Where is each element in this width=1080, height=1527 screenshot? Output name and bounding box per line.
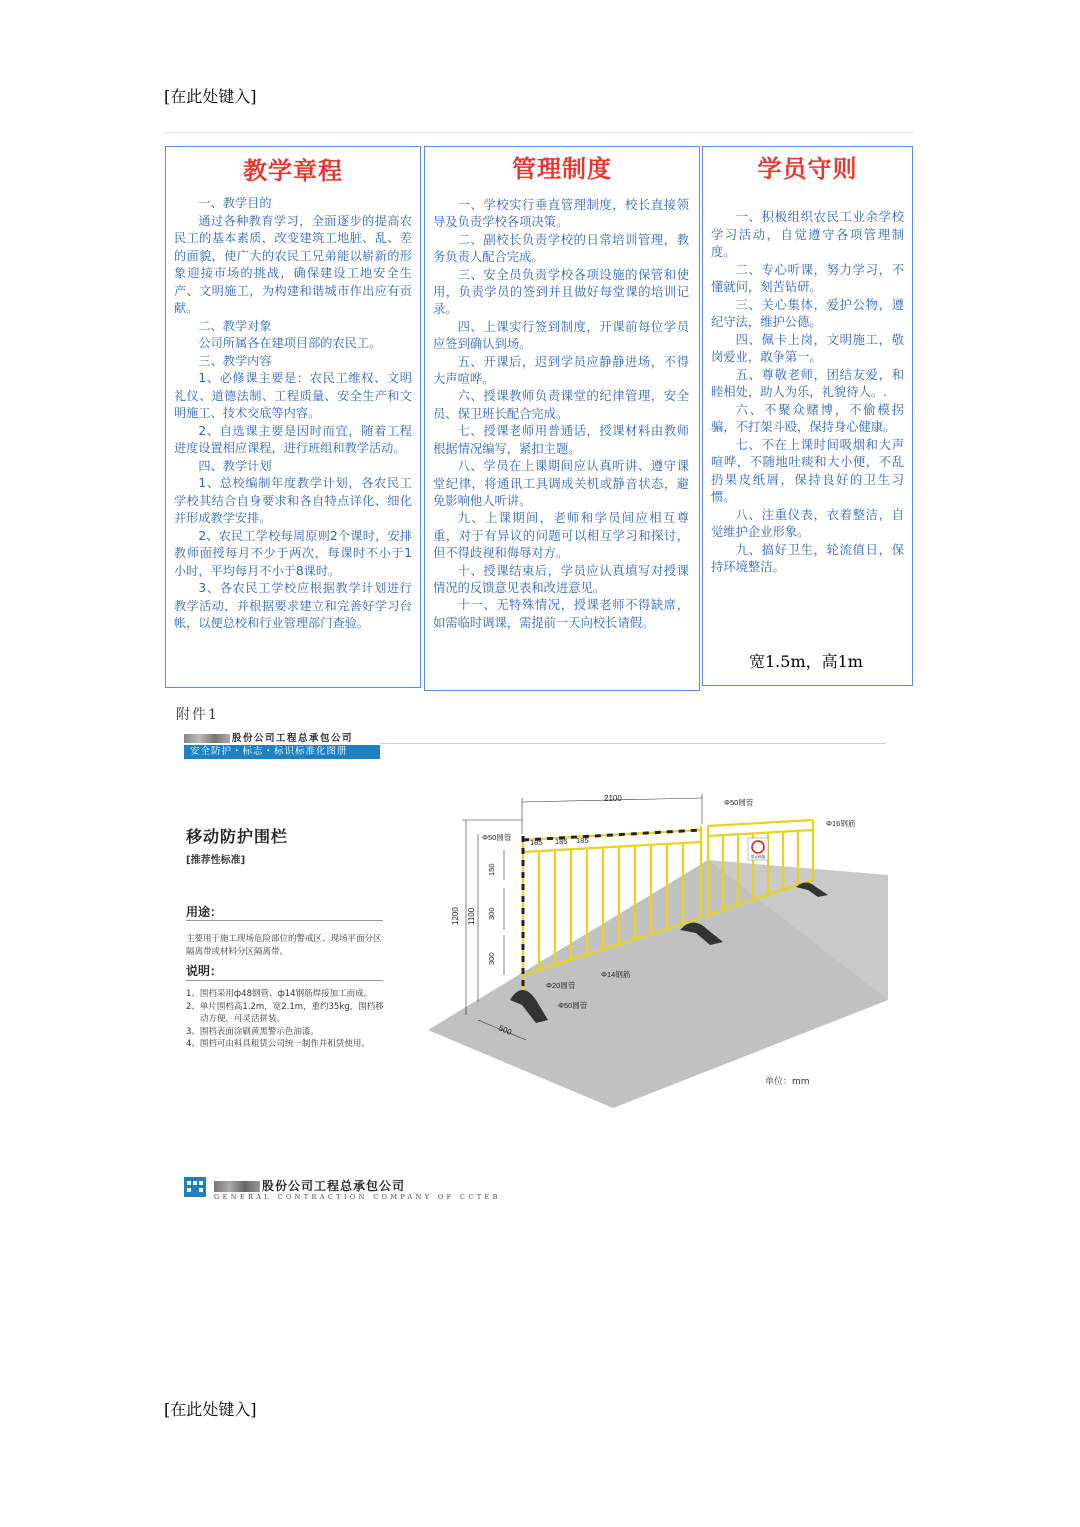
paragraph: 二、专心听课，努力学习，不懂就问，刻苦钻研。: [711, 262, 904, 294]
panel-body: [711, 209, 904, 577]
dim-width: 2100: [604, 794, 622, 803]
paragraph: 一、教学目的: [198, 196, 272, 210]
paragraph: 六、不聚众赌博，不偷模拐骗，不打架斗殴，保持身心健康。: [711, 402, 904, 434]
paragraph: 一、学校实行垂直管理制度，校长直接领导及负责学校各项决策。: [433, 198, 689, 230]
student-code-panel: [702, 146, 913, 686]
paragraph: 八、学员在上课期间应认真听讲、遵守课堂纪律，将通讯工具调成关机或静音状态，避免影响他人听讲。: [433, 459, 689, 508]
label-bar16: Φ16钢筋: [826, 819, 856, 828]
notes-heading: 说明：: [186, 964, 223, 978]
paragraph: 三、安全员负责学校各项设施的保管和使用，负责学员的签到并且做好每堂课的培训记录。: [433, 267, 689, 317]
paragraph: 八、注重仪表，衣着整洁，自觉维护企业形象。: [711, 507, 904, 539]
fence-title: 移动防护围栏: [186, 827, 289, 846]
company-name-english: GENERAL CONTRACTION COMPANY OF CCTEB: [214, 1193, 501, 1201]
annex-label: 附件1: [176, 707, 219, 723]
company-logo: [184, 1177, 206, 1197]
label-pipe50-base: Φ50圆管: [558, 1001, 588, 1010]
paragraph: 十一、无特殊情况，授课老师不得缺席，如需临时调课，需提前一天向校长请假。: [433, 598, 689, 630]
divider: [380, 743, 886, 744]
paragraph: 四、教学计划: [198, 458, 272, 473]
divider: [186, 920, 383, 921]
paragraph: 通过各种教育学习，全面逐步的提高农民工的基本素质，改变建筑工地脏、乱、差的面貌，使广大的农民工兄弟能以崭新的形象迎接市场的挑战，确保建设工地安全生产、文明施工，为构建和谐城市作出应有贡献。: [174, 213, 412, 315]
paragraph: 3、各农民工学校应根据教学计划进行教学活动，并根据要求建立和完善好学习台帐，以便总校和行业管理部门查验。: [174, 581, 412, 630]
dim-spacing: 185: [530, 838, 543, 847]
company-name-top: 股份公司工程总承包公司: [184, 730, 353, 744]
teaching-charter-panel: [165, 146, 421, 688]
management-rules-panel: [424, 146, 700, 691]
footer-placeholder[interactable]: [在此处键入]: [164, 1400, 257, 1419]
blurred-text: [214, 1181, 260, 1192]
paragraph: 二、教学对象: [198, 318, 272, 333]
dim-1100: 1100: [467, 907, 476, 925]
paragraph: 七、授课老师用普通话，授课材料由教师根据情况编写，紧扣主题。: [433, 424, 689, 456]
size-note: 宽1.5m，高1m: [749, 652, 863, 671]
panel-body: [174, 195, 412, 633]
usage-heading: 用途：: [186, 905, 223, 919]
dim-300: 300: [487, 907, 496, 920]
paragraph: 十、授课结束后，学员应认真填写对授课情况的反馈意见表和改进意见。: [433, 563, 689, 595]
paragraph: 2、农民工学校每周原则2个课时，安排教师面授每月不少于两次，每课时不小于1小时，平均每月不小于8课时。: [174, 528, 412, 578]
note-item: 2、单片围档高1.2m，宽2.1m，重约35kg，围档移动方便，可灵活拼装。: [186, 1001, 384, 1024]
note-item: 4、围档可由料具租赁公司统一制作并租赁使用。: [186, 1039, 370, 1049]
dim-spacing: 185: [576, 836, 589, 845]
paragraph: 四、上课实行签到制度，开课前每位学员应签到确认到场。: [433, 319, 689, 352]
manual-banner: 安全防护・标志・标识标准化图册: [184, 745, 380, 759]
panel-title: 学员守则: [757, 155, 858, 183]
dim-300: 300: [487, 952, 496, 965]
header-placeholder[interactable]: [在此处键入]: [164, 87, 257, 106]
company-name-bottom: 股份公司工程总承包公司: [214, 1177, 405, 1194]
sign-label: 禁止跨越: [751, 855, 765, 859]
dim-150: 150: [487, 863, 496, 876]
paragraph: 三、关心集体，爱护公物，遵纪守法，维护公德。: [711, 297, 904, 329]
paragraph: 一、积极组织农民工业余学校学习活动，自觉遵守各项管理制度。: [711, 210, 904, 259]
paragraph: 2、自选课主要是因时而宜，随着工程进度设置相应课程，进行班组和教学活动。: [174, 423, 412, 455]
panel-body: [433, 197, 689, 632]
fence-diagram: [418, 790, 888, 1110]
note-item: 1、围档采用ф48钢管、ф14钢筋焊接加工而成。: [186, 989, 373, 999]
panel-title: 教学章程: [243, 157, 343, 185]
dim-500: 500: [497, 1023, 514, 1037]
dim-spacing: 185: [555, 837, 568, 846]
label-pipe50-top: Φ50圆管: [724, 798, 754, 807]
paragraph: 六、授课教师负责课堂的纪律管理，安全员、保卫班长配合完成。: [433, 389, 689, 421]
panel-title: 管理制度: [512, 155, 612, 183]
notes-list: [186, 988, 386, 1051]
label-pipe20: Φ20圆管: [546, 981, 576, 990]
divider: [164, 132, 914, 133]
paragraph: 九、搞好卫生，轮流值日，保持环境整洁。: [711, 542, 904, 574]
recommend-label: [推荐性标准]: [186, 855, 246, 866]
paragraph: 公司所属各在建项目部的农民工。: [198, 336, 382, 350]
dim-1200: 1200: [451, 907, 460, 925]
paragraph: 五、开课后，迟到学员应静静进场，不得大声喧哗。: [433, 354, 689, 387]
paragraph: 九、上课期间，老师和学员间应相互尊重，对于有异议的问题可以相互学习和探讨，但不得歧视和侮辱对方。: [433, 511, 689, 561]
paragraph: 1、必修课主要是：农民工维权、文明礼仪、道德法制、工程质量、安全生产和文明施工、技术交底等内容。: [174, 371, 412, 420]
paragraph: 五、尊敬老师，团结友爱，和睦相处，助人为乐，礼貌待人。.: [711, 367, 904, 399]
divider: [186, 980, 383, 981]
usage-text: 主要用于施工现场危险部位的警戒区、现场平面分区隔离带或材料分区隔离带。: [186, 934, 382, 957]
paragraph: 七、不在上课时间吸烟和大声喧哗，不随地吐痰和大小便，不乱扔果皮纸屑，保持良好的卫生习惯。: [711, 437, 904, 504]
blurred-text: [184, 734, 230, 743]
paragraph: 三、教学内容: [198, 353, 272, 368]
unit-label: 单位：mm: [765, 1077, 810, 1087]
label-bar14: Φ14钢筋: [601, 970, 631, 979]
paragraph: 二、副校长负责学校的日常培训管理，教务负责人配合完成。: [433, 232, 689, 265]
label-pipe50-left: Φ50圆管: [482, 833, 512, 842]
note-item: 3、围档表面涂刷黄黑警示色油漆。: [186, 1026, 319, 1037]
paragraph: 1、总校编制年度教学计划，各农民工学校其结合自身要求和各自特点详化、细化并形成教学安排。: [174, 476, 412, 525]
paragraph: 四、佩卡上岗，文明施工，敬岗爱业，敢争第一。: [711, 332, 904, 364]
